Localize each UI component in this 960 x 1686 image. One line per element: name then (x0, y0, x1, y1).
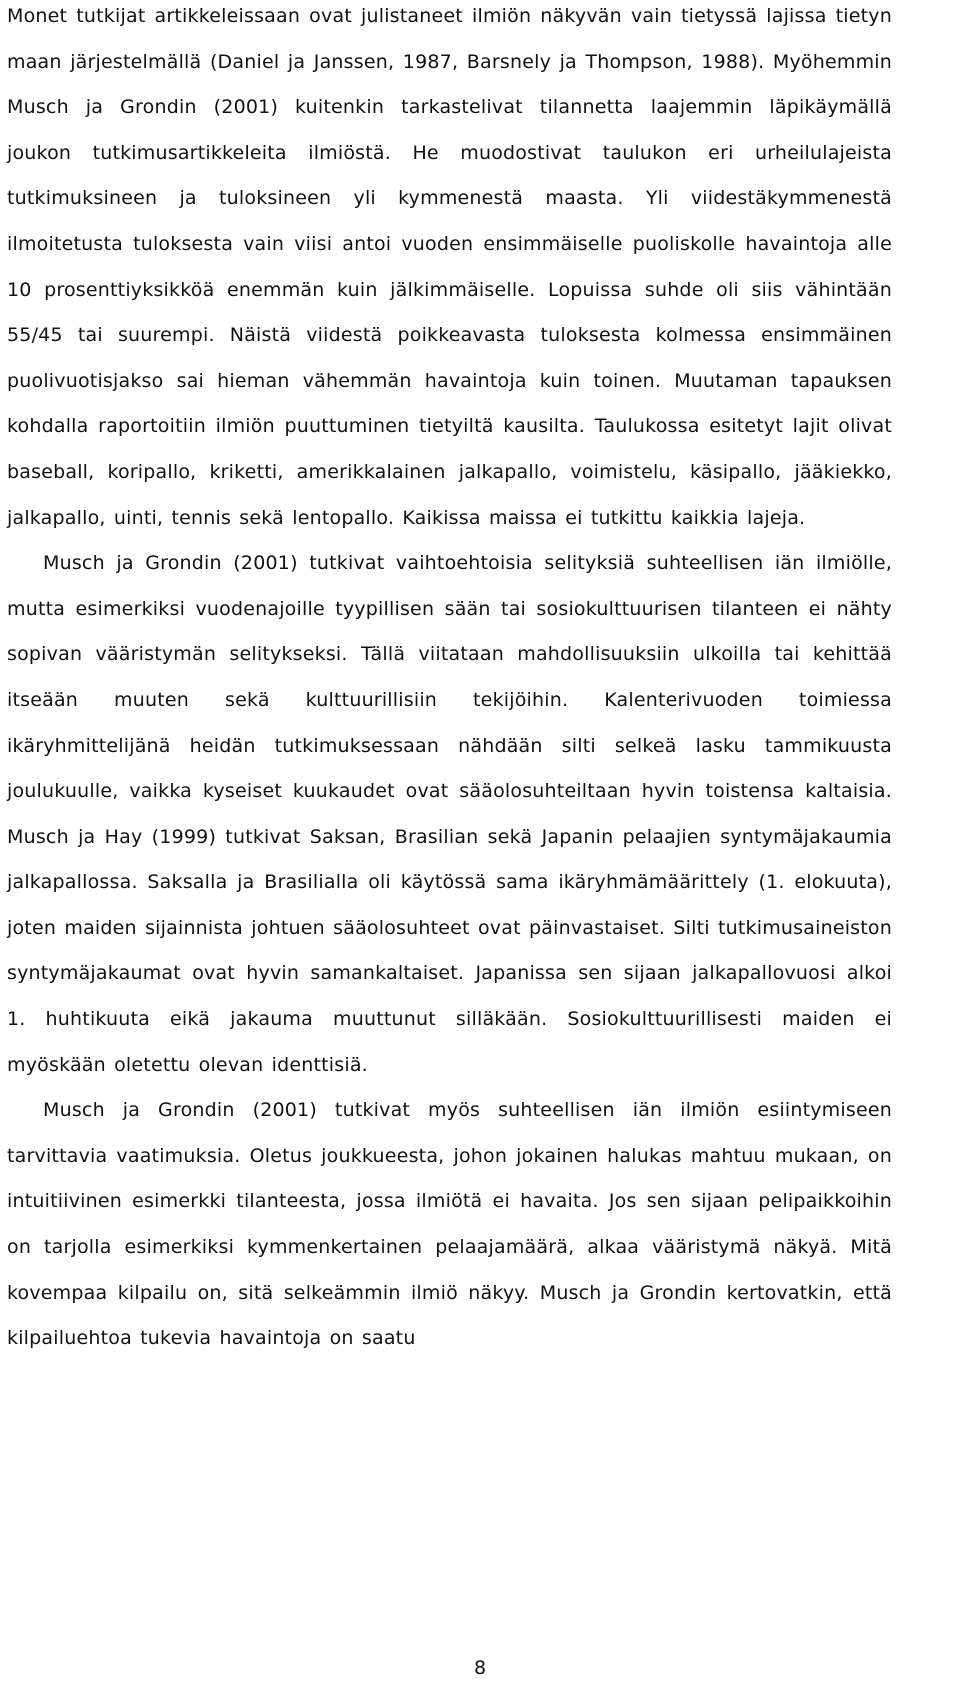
body-paragraph-1: Monet tutkijat artikkeleissaan ovat julistaneet ilmiön näkyvän vain tietyssä lajissa tietyn maan järjestelmällä (Daniel ja Janssen, 1987, Barsnely ja Thompson, 1988). Myöhemmin Musch ja Grondin (2001) kuitenkin tarkastelivat tilannetta laajemmin läpikäymällä joukon tutkimusartikkeleita ilmiöstä. He muodostivat taulukon eri urheilulajeista tutkimuksineen ja tuloksineen yli kymmenestä maasta. Yli viidestäkymmenestä ilmoitetusta tuloksesta vain viisi antoi vuoden ensimmäiselle puoliskolle havaintoja alle 10 prosenttiyksikköä enemmän kuin jälkimmäiselle. Lopuissa suhde oli siis vähintään 55/45 tai suurempi. Näistä viidestä poikkeavasta tuloksesta kolmessa ensimmäinen puolivuotisjakso sai hieman vähemmän havaintoja kuin toinen. Muutaman tapauksen kohdalla raportoitiin ilmiön puuttuminen tietyiltä kausilta. Taulukossa esitetyt lajit olivat baseball, koripallo, kriketti, amerikkalainen jalkapallo, voimistelu, käsipallo, jääkiekko, jalkapallo, uinti, tennis sekä lentopallo. Kaikissa maissa ei tutkittu kaikkia lajeja. (7, 5, 892, 529)
document-page (7, 0, 892, 1362)
body-paragraph-2: Musch ja Grondin (2001) tutkivat vaihtoehtoisia selityksiä suhteellisen iän ilmiölle, mutta esimerkiksi vuodenajoille tyypillisen sään tai sosiokulttuurisen tilanteen ei nähty sopivan vääristymän selitykseksi. Tällä viitataan mahdollisuuksiin ulkoilla tai kehittää itseään muuten sekä kulttuurillisiin tekijöihin. Kalenterivuoden toimiessa ikäryhmittelijänä heidän tutkimuksessaan nähdään silti selkeä lasku tammikuusta joulukuulle, vaikka kyseiset kuukaudet ovat sääolosuhteiltaan hyvin toistensa kaltaisia. Musch ja Hay (1999) tutkivat Saksan, Brasilian sekä Japanin pelaajien syntymäjakaumia jalkapallossa. Saksalla ja Brasilialla oli käytössä sama ikäryhmämäärittely (1. elokuuta), joten maiden sijainnista johtuen sääolosuhteet ovat päinvastaiset. Silti tutkimusaineiston syntymäjakaumat ovat hyvin samankaltaiset. Japanissa sen sijaan jalkapallovuosi alkoi 1. huhtikuuta eikä jakauma muuttunut silläkään. Sosiokulttuurillisesti maiden ei myöskään oletettu olevan identtisiä. (7, 552, 892, 1076)
body-paragraph-3: Musch ja Grondin (2001) tutkivat myös suhteellisen iän ilmiön esiintymiseen tarvittavia vaatimuksia. Oletus joukkueesta, johon jokainen halukas mahtuu mukaan, on intuitiivinen esimerkki tilanteesta, jossa ilmiötä ei havaita. Jos sen sijaan pelipaikkoihin on tarjolla esimerkiksi kymmenkertainen pelaajamäärä, alkaa vääristymä näkyä. Mitä kovempaa kilpailu on, sitä selkeämmin ilmiö näkyy. Musch ja Grondin kertovatkin, että kilpailuehtoa tukevia havaintoja on saatu (7, 1099, 892, 1350)
page-number: 8 (473, 1657, 487, 1679)
